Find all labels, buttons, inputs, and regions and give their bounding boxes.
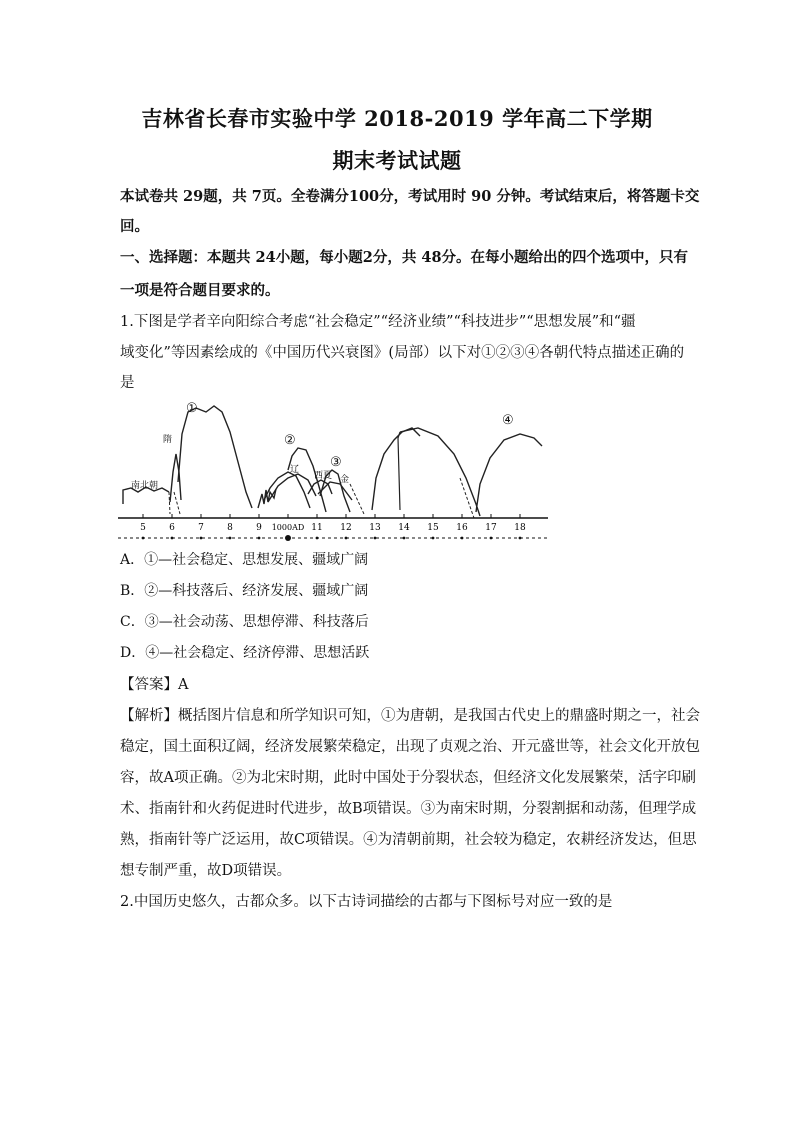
axis-dot	[200, 537, 203, 540]
label-circle-3: ③	[330, 455, 342, 470]
label-jin: 金	[340, 475, 350, 485]
axis-tick-label: 18	[514, 523, 526, 533]
q1-stem-line-2: 域变化”等因素绘成的《中国历代兴衰图》(局部）以下对①②③④各朝代特点描述正确的	[120, 345, 685, 361]
label-circle-1: ①	[186, 401, 198, 416]
intro-line-1: 本试卷共 29题，共 7页。全卷满分100分，考试用时 90 分钟。考试结束后，将答题卡交	[120, 188, 700, 205]
axis-tick-label: 14	[398, 523, 410, 533]
axis-dot	[519, 537, 522, 540]
axis-tick-label: 11	[311, 523, 323, 533]
document-subtitle: 期末考试试题	[332, 148, 462, 173]
q1-analysis-line-6: 想专制严重，故D项错误。	[120, 863, 292, 879]
axis-tick-label: 16	[456, 523, 468, 533]
axis-dot	[345, 537, 348, 540]
label-circle-2: ②	[284, 433, 296, 448]
q1-option-c: C．③—社会动荡、思想停滞、科技落后	[120, 614, 369, 630]
label-circle-4: ④	[502, 413, 514, 428]
q1-analysis-line-1: 【解析】概括图片信息和所学知识可知，①为唐朝，是我国古代史上的鼎盛时期之一，社会	[120, 708, 700, 724]
q1-option-d: D．④—社会稳定、经济停滞、思想活跃	[120, 645, 370, 661]
axis-dot	[229, 537, 232, 540]
axis-dot	[316, 537, 319, 540]
axis-dot	[432, 537, 435, 540]
intro-line-2: 回。	[120, 218, 149, 235]
axis-dot	[490, 537, 493, 540]
axis-tick-label: 17	[485, 523, 497, 533]
axis-dot	[403, 537, 406, 540]
label-sui: 隋	[163, 435, 173, 445]
axis-tick-label: 12	[340, 523, 352, 533]
q1-analysis-line-4: 术、指南针和火药促进时代进步，故B项错误。③为南宋时期，分裂割据和动荡，但理学成	[120, 801, 697, 817]
q1-option-b: B．②—科技落后、经济发展、疆域广阔	[120, 583, 369, 599]
axis-tick-label: 7	[198, 523, 204, 533]
axis-tick-label: 6	[169, 523, 175, 533]
section-heading-line-2: 一项是符合题目要求的。	[120, 282, 280, 299]
label-liao: 辽	[290, 465, 300, 475]
axis-tick-label: 15	[427, 523, 439, 533]
axis-tick-label: 1000AD	[271, 523, 305, 532]
document-title: 吉林省长春市实验中学 2018-2019 学年高二下学期	[141, 106, 653, 131]
axis-dot	[374, 537, 377, 540]
q1-option-a: A．①—社会稳定、思想发展、疆域广阔	[120, 552, 369, 568]
dynasty-rise-fall-figure	[118, 392, 548, 542]
q1-stem-line-3: 是	[120, 375, 135, 391]
axis-tick-label: 5	[140, 523, 146, 533]
q1-analysis-line-3: 容，故A项正确。②为北宋时期，此时中国处于分裂状态，但经济文化发展繁荣，活字印刷	[120, 770, 696, 786]
label-xixia: 西夏	[314, 471, 333, 481]
axis-dot	[258, 537, 261, 540]
q1-analysis-line-5: 熟，指南针等广泛运用，故C项错误。④为清朝前期，社会较为稳定，农耕经济发达，但思	[120, 832, 697, 848]
q1-analysis-line-2: 稳定，国土面积辽阔，经济发展繁荣稳定，出现了贞观之治、开元盛世等，社会文化开放包	[120, 739, 700, 755]
axis-tick-label: 13	[369, 523, 381, 533]
label-nanbeichao: 南北朝	[131, 481, 159, 491]
axis-dot	[142, 537, 145, 540]
q1-answer: 【答案】A	[120, 677, 189, 693]
axis-dot	[171, 537, 174, 540]
section-heading-line-1: 一、选择题：本题共 24小题，每小题2分，共 48分。在每小题给出的四个选项中，只有	[120, 249, 689, 266]
axis-dot	[285, 535, 291, 541]
axis-tick-label: 8	[227, 523, 233, 533]
axis-dot	[461, 537, 464, 540]
q2-stem-line-1: 2.中国历史悠久，古都众多。以下古诗词描绘的古都与下图标号对应一致的是	[120, 894, 613, 910]
q1-stem-line-1: 1.下图是学者辛向阳综合考虑“社会稳定”“经济业绩”“科技进步”“思想发展”和“疆	[120, 314, 636, 330]
axis-tick-label: 9	[256, 523, 262, 533]
